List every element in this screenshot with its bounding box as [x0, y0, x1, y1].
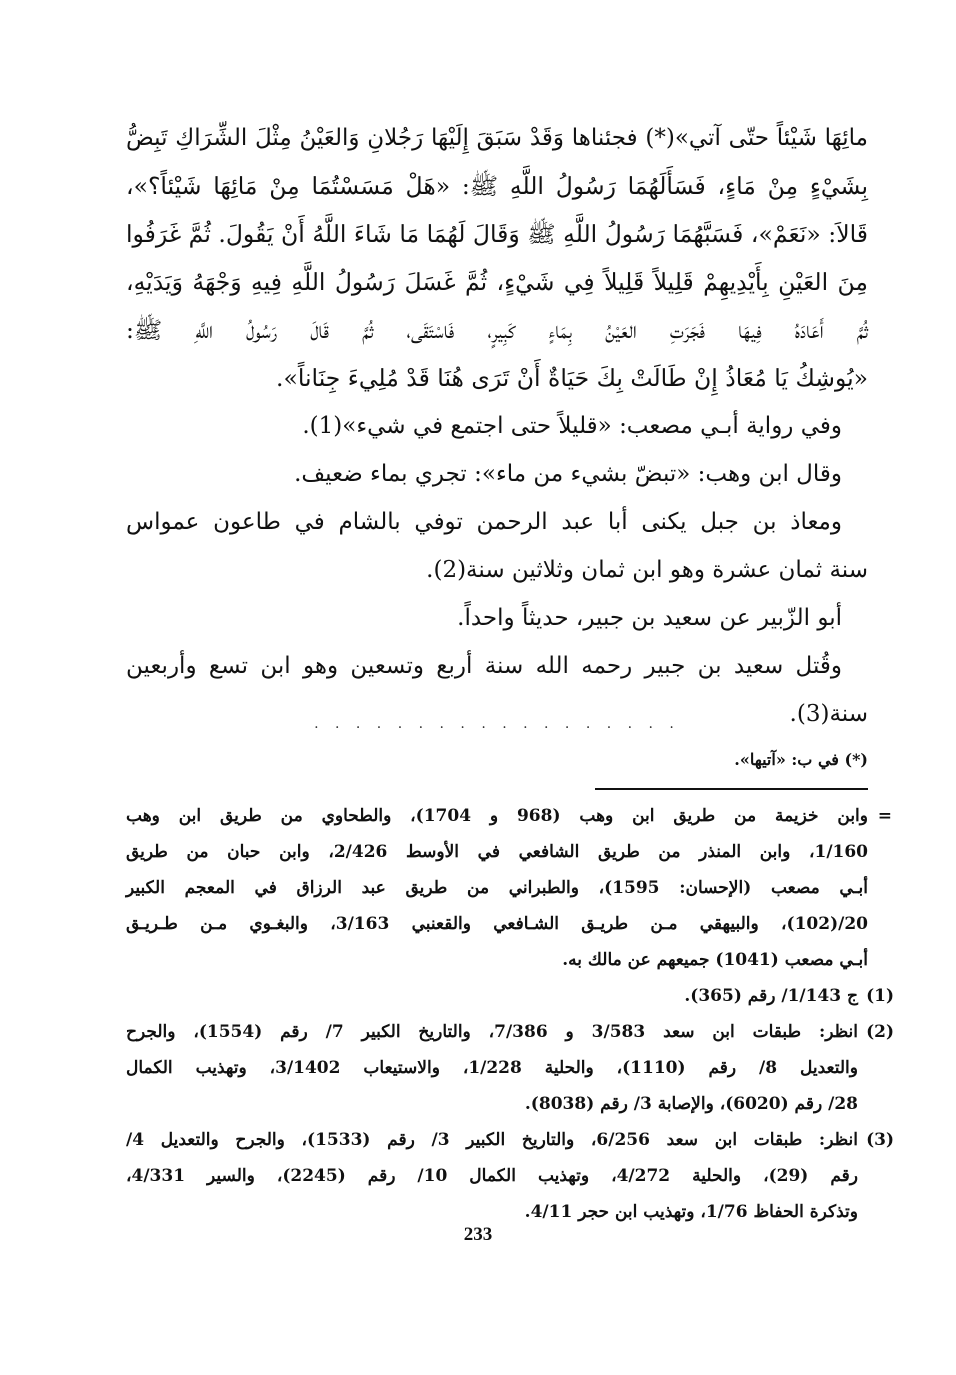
footnote-number: (2): [866, 1022, 894, 1042]
footnote-line: 20/(102)، والبيهقي مـن طريـق الشـافعي والقعنبي 3/163، والبغـوي مـن طـريـق: [126, 914, 868, 934]
footnote-line: انظر: طبقات ابن سعد 3/583 و 7/386، والتاريخ الكبير 7/ رقم (1554)، والجرح: [126, 1022, 858, 1042]
dotted-separator: . . . . . . . . . . . . . . . . . .: [314, 716, 680, 732]
heading-abu-zubair: [126, 594, 868, 642]
text-line: قَالاَ: «نَعَمْ»، فَسَبَّهُمَا رَسُولُ اللَّهِ ﷺ وَقَالَ لَهُمَا مَا شَاءَ اللَّهُ أَنْ يَقُولَ. ثُمَّ غَرَفُوا: [126, 220, 868, 248]
text-line: وقال ابن وهب: «تبضّ بشيء من ماء»: تجري بماء ضعيف.: [294, 461, 842, 487]
text-line: بِشَيْءٍ مِنْ مَاءٍ، فَسَأَلَهُمَا رَسُولُ اللَّهِ ﷺ: «هَلْ مَسَسْتُمَا مِنْ مَائِهَا شَيْئاً؟»،: [126, 172, 868, 200]
footnote-3: [126, 1122, 892, 1230]
footnote-1: [126, 978, 892, 1014]
text-line: «يُوشِكُ يَا مُعَاذُ إِنْ طَالَتْ بِكَ حَيَاةٌ أَنْ تَرَى هُنَا قَدْ مُلِيءَ جِنَاناً».: [276, 364, 868, 392]
footnote-line: رقم (29)، والحلية 4/272، وتهذيب الكمال 10/ رقم (2245)، والسير 4/331،: [126, 1166, 858, 1186]
variant-note: (*) في ب: «آتيها».: [734, 750, 868, 769]
narration-abu-musab: [126, 402, 868, 450]
continuation-mark: =: [877, 806, 892, 826]
footnote-line: ج 1/143/ رقم (365).: [684, 986, 858, 1006]
footnote-line: 1/160، وابن المنذر من طريق الشافعي في الأوسط 2/426، وابن حبان من طريق: [126, 842, 869, 862]
text-line: ومعاذ بن جبل يكنى أبا عبد الرحمن توفي بالشام في طاعون عمواس: [126, 509, 842, 535]
text-line: ثُمَّ أَعَادَهُ فِيهَا فَجَرَتِ العَيْنُ بِمَاءٍ كَبِيرٍ، فَاسْتَقَى، ثُمَّ قَالَ رَسُولُ اللَّهِ ﷺ:: [126, 316, 868, 344]
footnote-line: انظر: طبقات ابن سعد 6/256، والتاريخ الكبير 3/ رقم (1533)، والجرح والتعديل 4/: [126, 1130, 858, 1150]
text-line: وقُتل سعيد بن جبير رحمه الله سنة أربع وتسعين وهو ابن تسع وأربعين: [126, 653, 842, 679]
text-line: مِنَ العَيْنِ بِأَيْدِيهِمْ قَلِيلاً قَلِيلاً فِي شَيْءٍ، ثُمَّ غَسَلَ رَسُولُ اللَّهِ فِيهِ وَجْهَهُ وَيَدَيْهِ،: [126, 268, 868, 296]
main-text: [126, 114, 868, 738]
footnote-line: أبـي مصعب (1041) جميعهم عن مالك به.: [562, 950, 868, 970]
page-number: 233: [463, 1224, 493, 1245]
footnote-line: أبـي مصعب (الإحسان: 1595)، والطبراني من طريق عبد الرزاق في المعجم الكبير: [126, 878, 868, 898]
narration-ibn-wahb: [126, 450, 868, 498]
text-line: سنة(3).: [789, 701, 868, 727]
text-line: سنة ثمان عشرة وهو ابن ثمان وثلاثين سنة(2).: [426, 557, 868, 583]
footnote-line: والتعديل 8/ رقم (1110)، والحلية 1/228، والاستيعاب 3/1402، وتهذيب الكمال: [126, 1058, 858, 1078]
footnote-number: (1): [866, 986, 894, 1006]
footnote-line: وابن خزيمة من طريق ابن وهب (968 و 1704)، والطحاوي من طريق ابن وهب: [126, 806, 868, 826]
footnote-rule: [595, 788, 868, 790]
footnote-2: [126, 1014, 892, 1122]
footnote-line: وتذكرة الحفاظ 1/76، وتهذيب ابن حجر 4/11.: [524, 1202, 858, 1222]
text-line: مائِهَا شَيْئاً حتّى آتي»(*) فجئناها وَقَدْ سَبَقَ إِلَيْهَا رَجُلانِ وَالعَيْنُ مِثْلَ الشِّرَاكِ تَبِضُّ: [126, 125, 868, 151]
footnotes: [126, 798, 892, 1230]
footnote-continued: [126, 798, 892, 978]
note-muadh: [126, 498, 868, 594]
footnote-number: (3): [866, 1130, 894, 1150]
text-line: وفي رواية أبـي مصعب: «قليلاً حتى اجتمع في شيء»(1).: [302, 413, 842, 439]
footnote-line: 28/ رقم (6020)، والإصابة 3/ رقم (8038).: [524, 1094, 858, 1114]
hadith-paragraph: [126, 114, 868, 402]
text-line: أبو الزّبير عن سعيد بن جبير، حديثاً واحداً.: [457, 605, 842, 631]
